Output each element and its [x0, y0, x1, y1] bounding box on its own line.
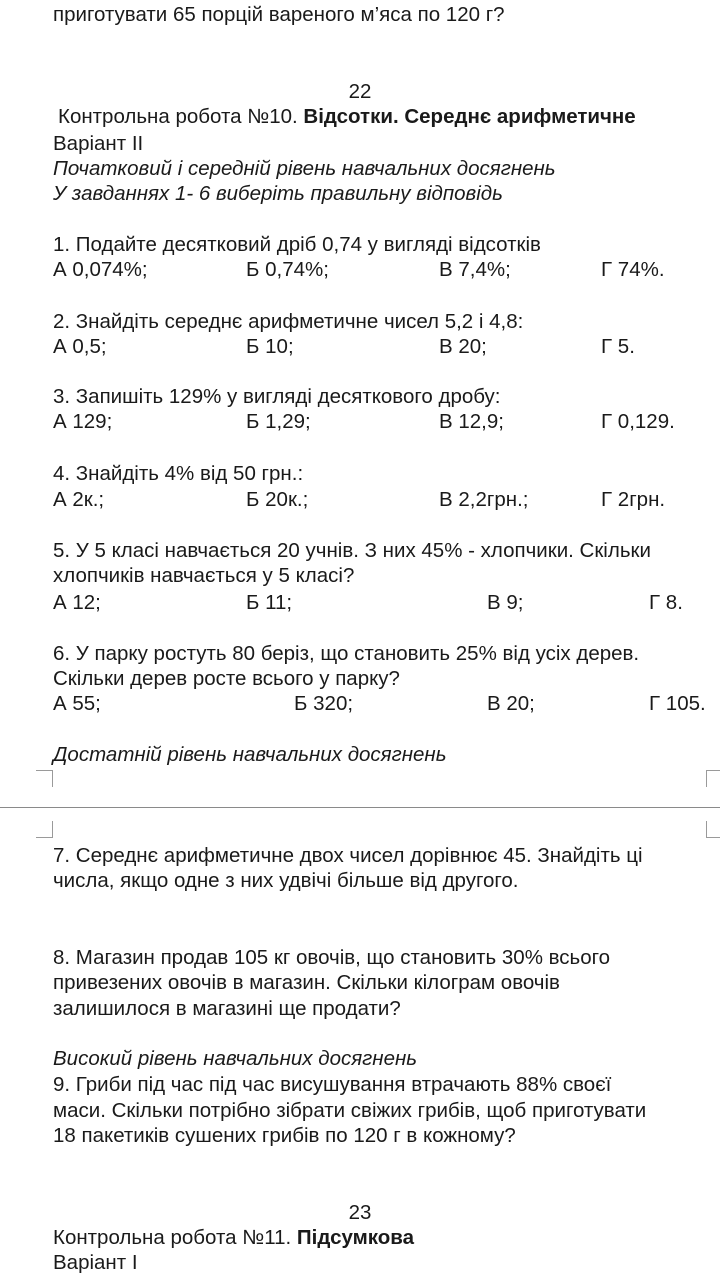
task-4-option-a: А 2к.;: [53, 488, 105, 511]
task-6-option-a: А 55;: [53, 692, 101, 715]
margin-corner-mark: [706, 770, 720, 787]
test-title-11: [53, 1225, 414, 1250]
task-6-option-d: Г 105.: [649, 692, 706, 715]
task-2-question: 2. Знайдіть середнє арифметичне чисел 5,2 і 4,8:: [53, 310, 524, 333]
instruction-text: У завданнях 1- 6 виберіть правильну відповідь: [53, 182, 503, 205]
task-4-option-d: Г 2грн.: [601, 488, 666, 511]
variant-label: Варіант І: [53, 1251, 138, 1274]
task-2-option-c: В 20;: [439, 335, 487, 358]
previous-page-fragment: приготувати 65 порцій вареного м’яса по 120 г?: [53, 3, 505, 26]
task-8-line-3: залишилося в магазині ще продати?: [53, 997, 401, 1020]
task-1-question: 1. Подайте десятковий дріб 0,74 у вигляді відсотків: [53, 233, 541, 256]
task-9-line-2: маси. Скільки потрібно зібрати свіжих грибів, щоб приготувати: [53, 1099, 647, 1122]
task-5-question-line-2: хлопчиків навчається у 5 класі?: [53, 564, 355, 587]
task-5-option-b: Б 11;: [246, 591, 293, 614]
task-6-option-b: Б 320;: [294, 692, 354, 715]
variant-label: Варіант ІІ: [53, 132, 144, 155]
task-3-question: 3. Запишіть 129% у вигляді десяткового дробу:: [53, 385, 501, 408]
test-title-prefix: Контрольна робота №10.: [58, 105, 304, 128]
page-number-22: 22: [348, 80, 372, 103]
task-6-question-line-2: Скільки дерев росте всього у парку?: [53, 667, 400, 690]
page-separator: [0, 807, 720, 808]
task-3-option-d: Г 0,129.: [601, 410, 675, 433]
task-6-option-c: В 20;: [487, 692, 535, 715]
task-5-option-a: А 12;: [53, 591, 101, 614]
task-1-option-b: Б 0,74%;: [246, 258, 329, 281]
task-1-option-d: Г 74%.: [601, 258, 665, 281]
task-3-option-a: А 129;: [53, 410, 113, 433]
test-title-topic: Відсотки. Середнє арифметичне: [303, 105, 636, 128]
task-9-line-3: 18 пакетиків сушених грибів по 120 г в кожному?: [53, 1124, 516, 1147]
task-6-question-line-1: 6. У парку ростуть 80 беріз, що становить 25% від усіх дерев.: [53, 642, 640, 665]
level-heading-sufficient: Достатній рівень навчальних досягнень: [53, 743, 447, 766]
task-7-line-1: 7. Середнє арифметичне двох чисел дорівнює 45. Знайдіть ці: [53, 844, 643, 867]
level-heading-high: Високий рівень навчальних досягнень: [53, 1047, 418, 1070]
task-1-option-c: В 7,4%;: [439, 258, 511, 281]
task-2-option-a: А 0,5;: [53, 335, 107, 358]
page-number-23: 23: [348, 1201, 372, 1224]
task-3-option-b: Б 1,29;: [246, 410, 311, 433]
margin-corner-mark: [706, 821, 720, 838]
task-7-line-2: числа, якщо одне з них удвічі більше від другого.: [53, 869, 519, 892]
task-8-line-1: 8. Магазин продав 105 кг овочів, що становить 30% всього: [53, 946, 611, 969]
test-title-prefix: Контрольна робота №11.: [53, 1226, 297, 1249]
task-9-line-1: 9. Гриби під час під час висушування втрачають 88% своєї: [53, 1073, 612, 1096]
task-4-option-c: В 2,2грн.;: [439, 488, 529, 511]
task-5-question-line-1: 5. У 5 класі навчається 20 учнів. З них 45% - хлопчики. Скільки: [53, 539, 651, 562]
task-2-option-b: Б 10;: [246, 335, 294, 358]
test-title-10: [58, 104, 636, 129]
task-4-option-b: Б 20к.;: [246, 488, 309, 511]
task-1-option-a: А 0,074%;: [53, 258, 148, 281]
level-heading-initial: Початковий і середній рівень навчальних досягнень: [53, 157, 556, 180]
task-3-option-c: В 12,9;: [439, 410, 504, 433]
test-title-topic: Підсумкова: [296, 1226, 415, 1249]
task-4-question: 4. Знайдіть 4% від 50 грн.:: [53, 462, 304, 485]
margin-corner-mark: [36, 821, 53, 838]
margin-corner-mark: [36, 770, 53, 787]
task-5-option-d: Г 8.: [649, 591, 683, 614]
task-8-line-2: привезених овочів в магазин. Скільки кілограм овочів: [53, 971, 560, 994]
task-2-option-d: Г 5.: [601, 335, 635, 358]
task-5-option-c: В 9;: [487, 591, 524, 614]
